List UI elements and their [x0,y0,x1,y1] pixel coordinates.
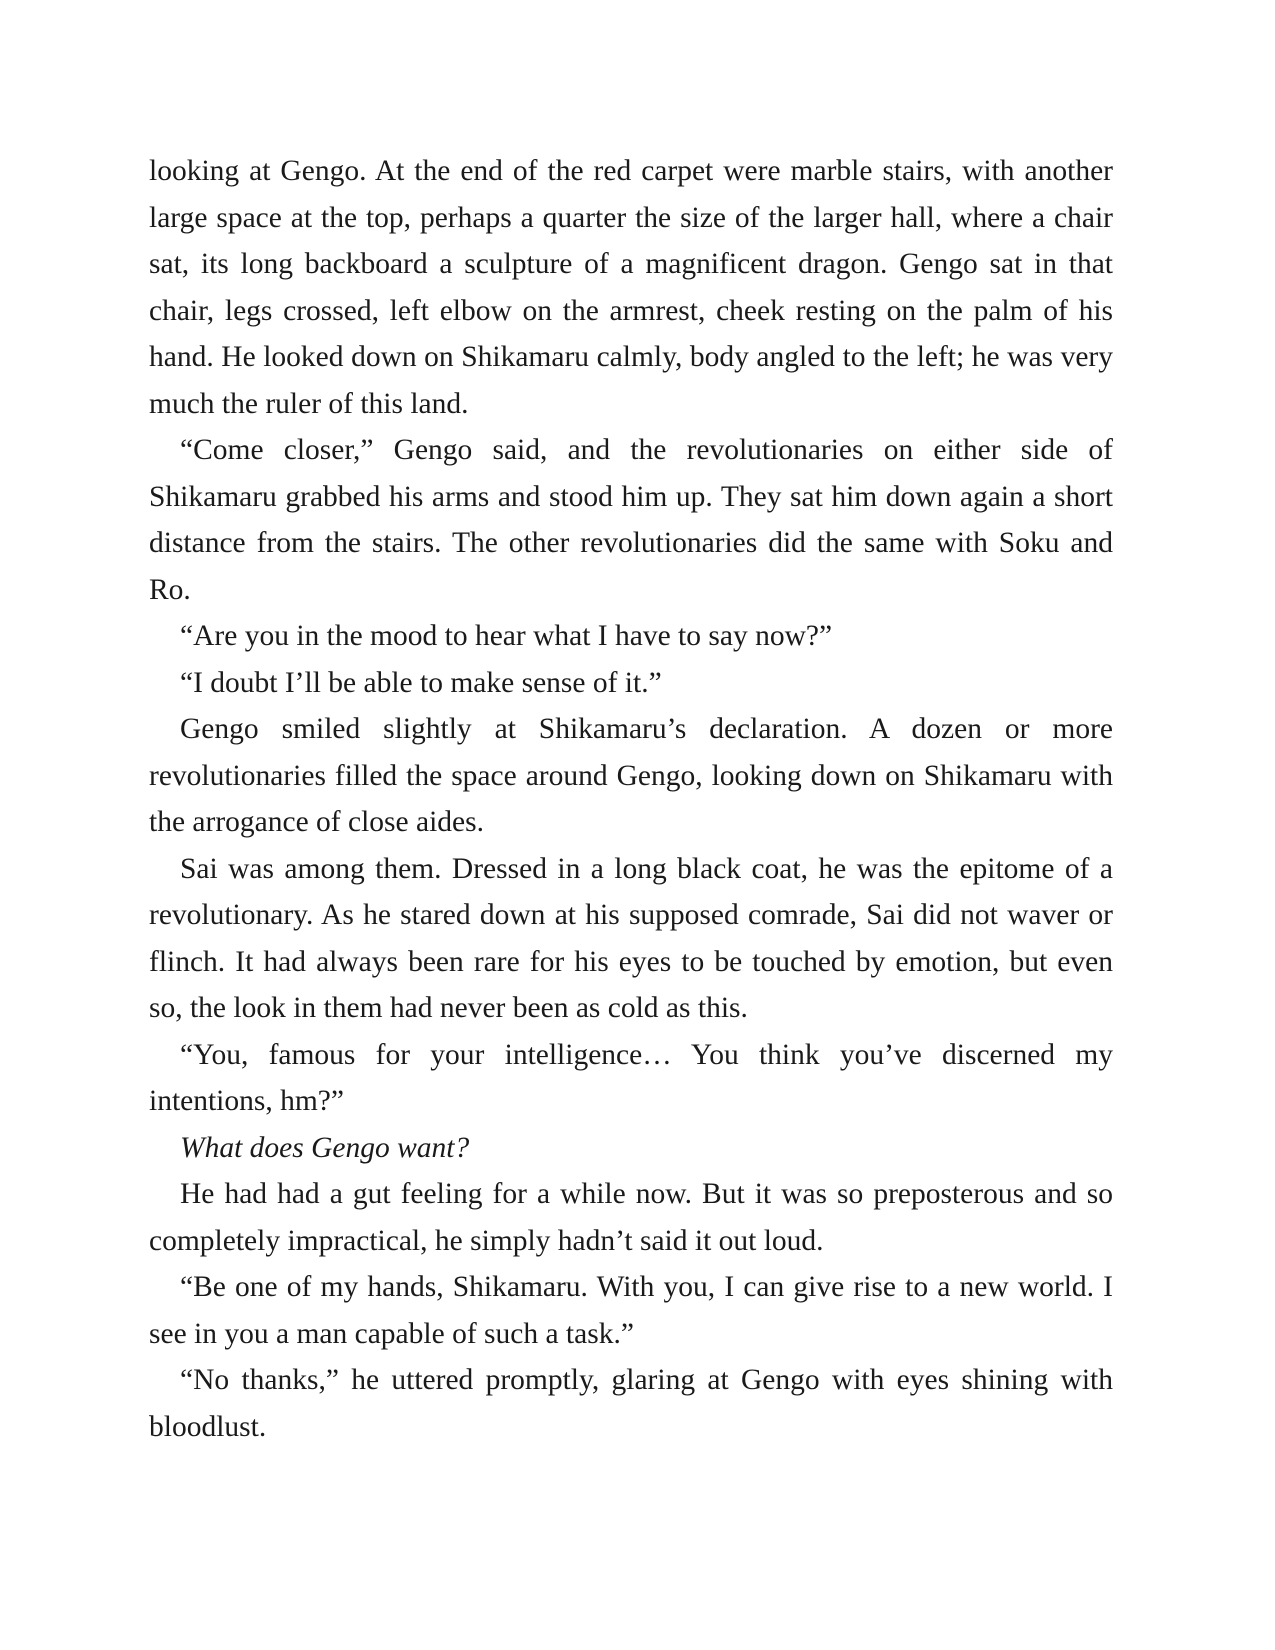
paragraph: “You, famous for your intelligence… You think you’ve discerned my intentions, hm?” [149,1038,1113,1117]
paragraph: looking at Gengo. At the end of the red carpet were marble stairs, with another large space at the top, perhaps a quarter the size of the larger hall, where a chair sat, its long backboard a sculpture of a magnificent dragon. Gengo sat in that chair, legs crossed, left elbow on the armrest, cheek resting on the palm of his hand. He looked down on Shikamaru calmly, body angled to the left; he was very much the ruler of this land. [149,155,1113,420]
paragraph: “I doubt I’ll be able to make sense of it.” [180,666,662,699]
page-body [149,148,1113,1450]
paragraph: “No thanks,” he uttered promptly, glaring at Gengo with eyes shining with bloodlust. [149,1364,1113,1443]
paragraph: He had had a gut feeling for a while now. But it was so preposterous and so completely impractical, he simply hadn’t said it out loud. [149,1178,1113,1257]
paragraph: “Are you in the mood to hear what I have to say now?” [180,620,833,652]
paragraph: “Be one of my hands, Shikamaru. With you, I can give rise to a new world. I see in you a man capable of such a task.” [149,1271,1113,1350]
paragraph: Sai was among them. Dressed in a long black coat, he was the epitome of a revolutionary. As he stared down at his supposed comrade, Sai did not waver or flinch. It had always been rare for his eyes to be touched by emotion, but even so, the look in them had never been as cold as this. [149,852,1113,1024]
italic-thought: What does Gengo want? [180,1131,470,1164]
paragraph: “Come closer,” Gengo said, and the revolutionaries on either side of Shikamaru grabbed his arms and stood him up. They sat him down again a short distance from the stairs. The other revolutionaries did the same with Soku and Ro. [149,434,1113,606]
paragraph: Gengo smiled slightly at Shikamaru’s declaration. A dozen or more revolutionaries filled the space around Gengo, looking down on Shikamaru with the arrogance of close aides. [149,713,1113,838]
